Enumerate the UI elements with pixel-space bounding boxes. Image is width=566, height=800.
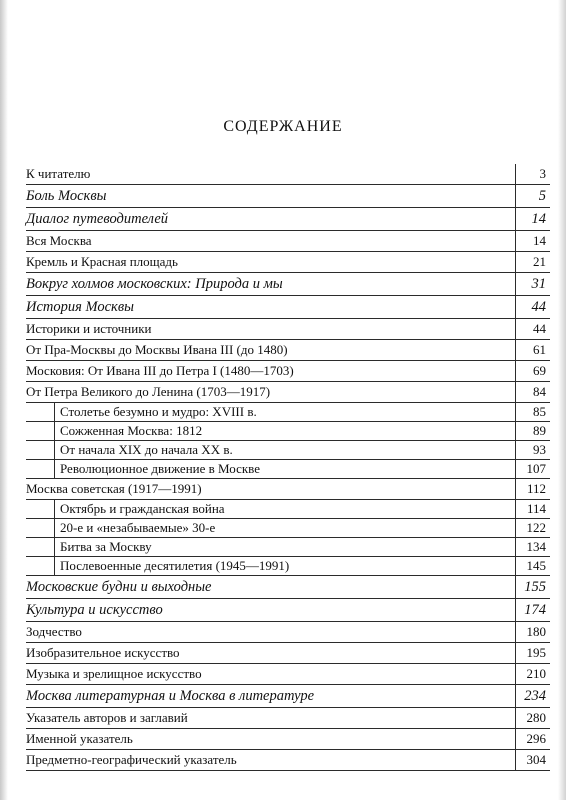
toc-entry-page: 304 — [526, 752, 546, 767]
toc-entry — [26, 252, 550, 273]
toc-entry — [26, 164, 550, 185]
toc-entry-title: Послевоенные десятилетия (1945—1991) — [60, 558, 290, 573]
toc-entry-page: 84 — [533, 384, 546, 399]
toc-entry — [26, 519, 550, 538]
toc-entry-title: Революционное движение в Москве — [60, 461, 261, 476]
toc-entry-page: 296 — [526, 731, 546, 746]
toc-entry-page: 5 — [538, 188, 546, 204]
toc-entry-title: Зодчество — [26, 624, 82, 639]
toc-entry-page: 93 — [533, 442, 546, 457]
toc-entry-title: Кремль и Красная площадь — [26, 254, 178, 269]
toc-entry-page: 31 — [531, 276, 546, 292]
toc-entry-title: 20-е и «незабываемые» 30-е — [60, 520, 216, 535]
toc-entry — [26, 685, 550, 708]
subsection-bracket — [54, 500, 55, 576]
table-of-contents — [26, 164, 550, 771]
toc-entry-title: Сожженная Москва: 1812 — [60, 423, 203, 438]
toc-rows — [26, 164, 550, 771]
toc-entry — [26, 729, 550, 750]
toc-entry-page: 234 — [524, 688, 546, 704]
toc-entry — [26, 557, 550, 576]
toc-entry — [26, 185, 550, 208]
toc-entry — [26, 643, 550, 664]
toc-entry — [26, 708, 550, 729]
toc-entry — [26, 382, 550, 403]
toc-entry-page: 21 — [533, 254, 546, 269]
toc-entry-page: 122 — [526, 520, 546, 535]
toc-entry-title: Именной указатель — [26, 731, 133, 746]
toc-entry-page: 3 — [539, 166, 546, 181]
toc-entry — [26, 319, 550, 340]
toc-entry — [26, 500, 550, 519]
toc-entry-title: Москва литературная и Москва в литературе — [26, 688, 315, 704]
toc-entry — [26, 208, 550, 231]
toc-entry-page: 112 — [526, 481, 546, 496]
toc-entry-title: Битва за Москву — [60, 539, 152, 554]
toc-entry — [26, 231, 550, 252]
toc-entry-page: 89 — [533, 423, 546, 438]
toc-entry — [26, 441, 550, 460]
toc-entry-page: 107 — [526, 461, 546, 476]
toc-entry — [26, 599, 550, 622]
toc-entry-title: Диалог путеводителей — [26, 211, 169, 227]
toc-entry — [26, 479, 550, 500]
toc-entry — [26, 296, 550, 319]
toc-entry-page: 210 — [526, 666, 546, 681]
toc-entry-title: Музыка и зрелищное искусство — [26, 666, 202, 681]
toc-entry-title: Изобразительное искусство — [26, 645, 180, 660]
toc-entry-title: Москва советская (1917—1991) — [26, 481, 202, 496]
toc-entry — [26, 340, 550, 361]
toc-entry — [26, 622, 550, 643]
toc-entry — [26, 538, 550, 557]
toc-entry — [26, 576, 550, 599]
toc-entry-page: 145 — [526, 558, 546, 573]
toc-entry-title: От начала XIX до начала XX в. — [60, 442, 233, 457]
toc-entry-title: Боль Москвы — [26, 188, 107, 204]
toc-entry-page: 180 — [526, 624, 546, 639]
toc-entry-page: 195 — [526, 645, 546, 660]
toc-entry-title: Столетье безумно и мудро: XVIII в. — [60, 404, 257, 419]
toc-entry-page: 134 — [526, 539, 546, 554]
toc-entry-page: 174 — [524, 602, 546, 618]
toc-entry-title: К читателю — [26, 166, 91, 181]
toc-entry — [26, 273, 550, 296]
toc-entry-title: Вокруг холмов московских: Природа и мы — [26, 276, 283, 292]
toc-entry — [26, 403, 550, 422]
toc-entry-title: Предметно-географический указатель — [26, 752, 237, 767]
page-title: СОДЕРЖАНИЕ — [223, 118, 343, 135]
toc-entry-title: Московские будни и выходные — [26, 579, 212, 595]
toc-entry-page: 44 — [531, 299, 546, 315]
toc-entry-page: 114 — [526, 501, 546, 516]
toc-entry-title: Указатель авторов и заглавий — [26, 710, 188, 725]
subsection-bracket — [54, 403, 55, 479]
toc-entry — [26, 361, 550, 382]
toc-entry-title: От Петра Великого до Ленина (1703—1917) — [26, 384, 271, 399]
toc-entry-title: Культура и искусство — [26, 602, 163, 618]
toc-entry-page: 61 — [533, 342, 546, 357]
toc-entry-title: История Москвы — [26, 299, 134, 315]
toc-entry — [26, 422, 550, 441]
toc-entry — [26, 460, 550, 479]
toc-entry-page: 155 — [524, 579, 546, 595]
toc-entry — [26, 664, 550, 685]
toc-entry-page: 14 — [531, 211, 546, 227]
toc-entry-title: От Пра-Москвы до Москвы Ивана III (до 1480) — [26, 342, 288, 357]
toc-entry-title: Вся Москва — [26, 233, 92, 248]
toc-entry-title: Историки и источники — [26, 321, 152, 336]
toc-entry-title: Московия: От Ивана III до Петра I (1480—1703) — [26, 363, 294, 378]
toc-entry-title: Октябрь и гражданская война — [60, 501, 225, 516]
toc-entry-page: 14 — [533, 233, 546, 248]
toc-entry-page: 44 — [533, 321, 546, 336]
page-column-divider — [515, 164, 516, 771]
toc-entry — [26, 750, 550, 771]
toc-entry-page: 69 — [533, 363, 546, 378]
toc-entry-page: 85 — [533, 404, 546, 419]
toc-entry-page: 280 — [526, 710, 546, 725]
